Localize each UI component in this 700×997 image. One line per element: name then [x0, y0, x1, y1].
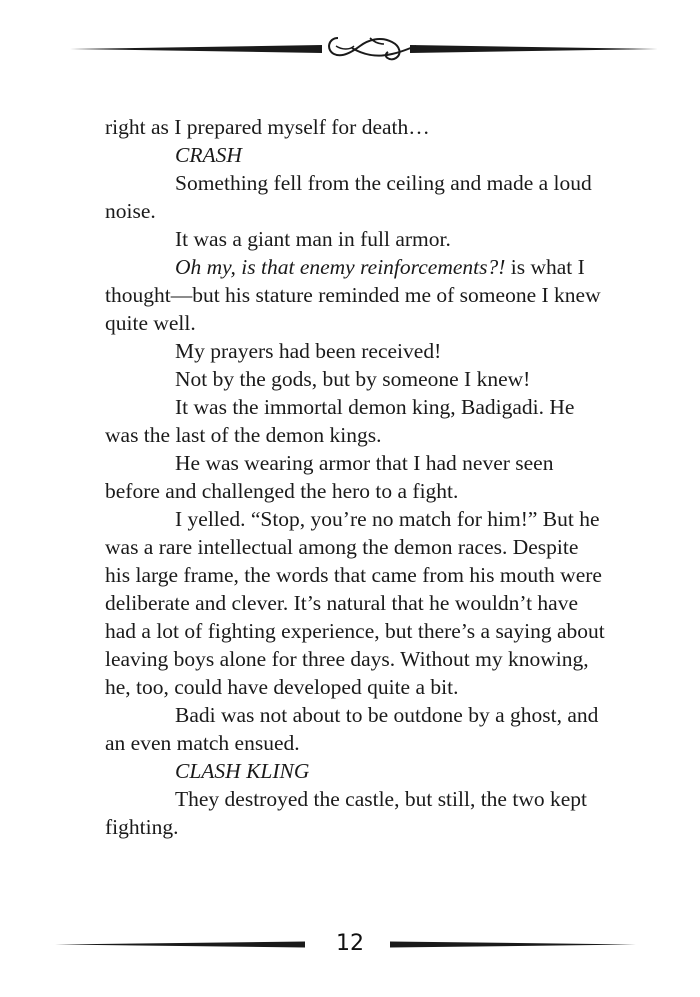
paragraph: They destroyed the castle, but still, the two kept fighting.	[105, 787, 587, 839]
paragraph: It was the immortal demon king, Badigadi. He was the last of the demon kings.	[105, 395, 575, 447]
page-number: 12	[336, 931, 364, 956]
paragraph	[105, 141, 605, 169]
body-text	[105, 113, 605, 841]
italic-thought: Oh my, is that enemy reinforcements?!	[175, 255, 506, 279]
flourish-ornament-icon	[0, 24, 700, 74]
paragraph: He was wearing armor that I had never seen before and challenged the hero to a fight.	[105, 451, 554, 503]
paragraph-text: is what I thought—but his stature reminded me of someone I knew quite well.	[105, 255, 601, 335]
paragraph: right as I prepared myself for death…	[105, 115, 430, 139]
paragraph: I yelled. “Stop, you’re no match for him!” But he was a rare intellectual among the demon races. Despite his large frame, the words that came from his mouth were deliberate and clever. It’s natural that he wouldn’t have had a lot of fighting experience, but there’s a saying about leaving boys alone for three days. Without my knowing, he, too, could have developed quite a bit.	[105, 507, 605, 699]
paragraph	[105, 253, 605, 337]
footer-rule-left	[55, 941, 305, 948]
footer-rule-right	[390, 941, 640, 948]
paragraph	[105, 757, 605, 785]
paragraph: Badi was not about to be outdone by a ghost, and an even match ensued.	[105, 703, 599, 755]
sound-effect: CLASH KLING	[175, 759, 310, 783]
paragraph: It was a giant man in full armor.	[175, 227, 451, 251]
paragraph: My prayers had been received!	[175, 339, 442, 363]
paragraph: Something fell from the ceiling and made a loud noise.	[105, 171, 592, 223]
page-footer	[0, 925, 700, 965]
paragraph: Not by the gods, but by someone I knew!	[175, 367, 531, 391]
sound-effect: CRASH	[175, 143, 242, 167]
